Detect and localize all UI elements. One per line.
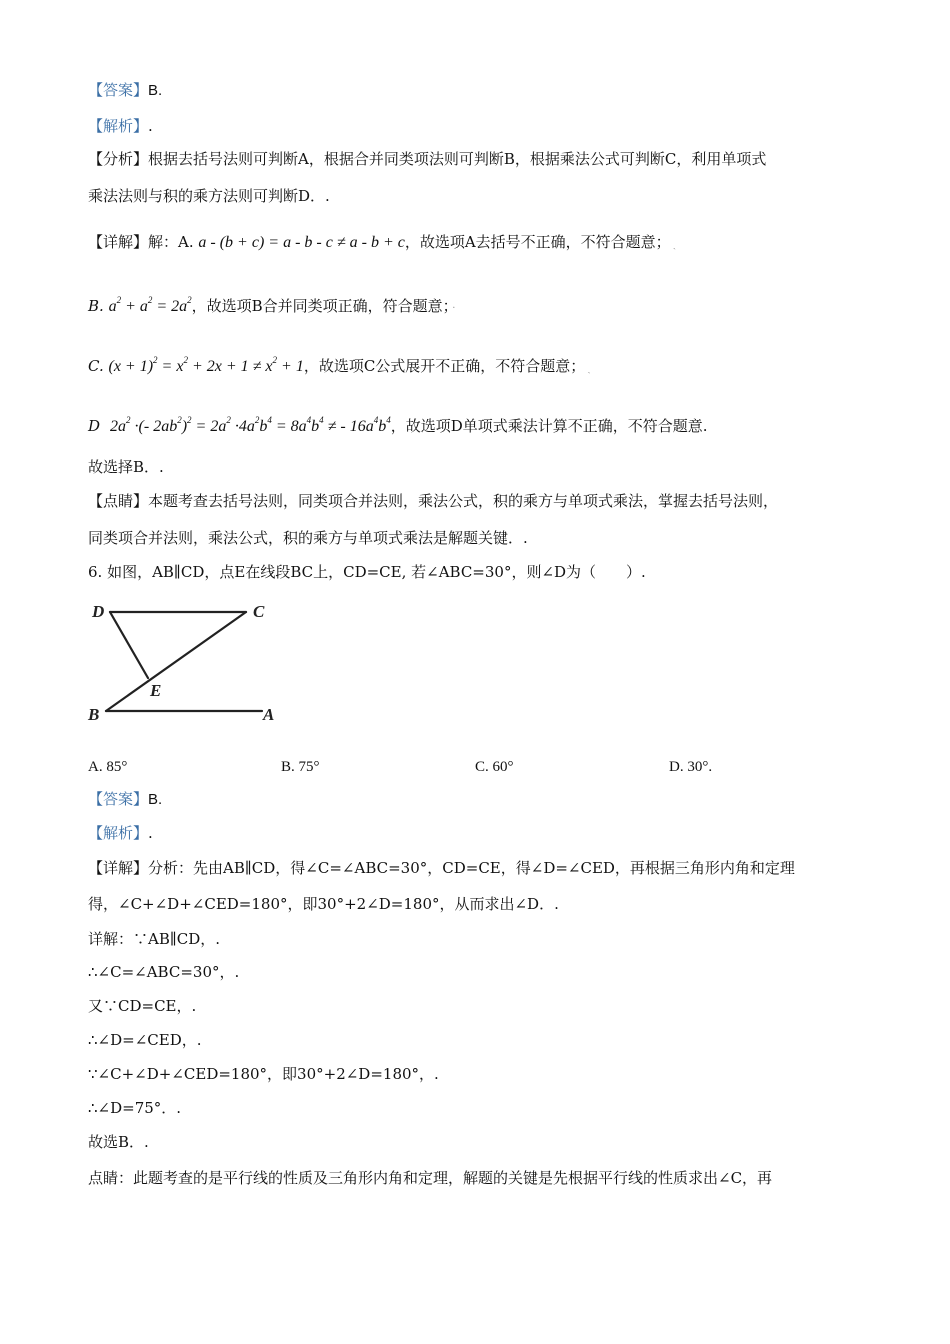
fenxi-line-2 bbox=[88, 186, 330, 206]
segment-de bbox=[110, 612, 148, 678]
detail-d-text: ，故选项D单项式乘法计算不正确，不符合题意. bbox=[390, 417, 708, 435]
formula-b: $a^2 + a^2 = 2a^2$ bbox=[108, 295, 192, 315]
detail-line-a: 【详解】解：A. a - (b + c) = a - b - c ≠ a - b + c，故选项A去括号不正确，不符合题意； ˎ bbox=[88, 233, 677, 251]
fenxi-text-1: 根据去括号法则可判断A，根据合并同类项法则可判断B，根据乘法公式可判断C，利用单项式 bbox=[148, 150, 767, 168]
detail-prefix: 解：A. bbox=[148, 233, 199, 251]
segment-cb bbox=[106, 612, 246, 711]
detail2-text-1: 分析：先由AB∥CD，得∠C=∠ABC=30°，CD=CE，得∠D=∠CED，再根据三角形内角和定理 bbox=[148, 859, 795, 877]
analysis-tag-2: 【解析】 bbox=[88, 824, 149, 842]
detail-line-b: B. $a^2 + a^2 = 2a^2$，故选项B合并同类项正确，符合题意； · bbox=[88, 295, 456, 315]
dianjing-line-1 bbox=[88, 491, 778, 511]
detail-c-text: ，故选项C公式展开不正确，不符合题意； bbox=[303, 357, 586, 375]
formula-a: a - (b + c) = a - b - c ≠ a - b + c bbox=[198, 234, 405, 251]
detail-line-d bbox=[88, 410, 708, 437]
option-a: A. 85° bbox=[88, 759, 128, 775]
formula-d: $2a^2$ ·(- $2ab^2)^2 = 2a^2 \cdot 4a^2b^4 = 8a^4b^4$ ≠ - $16a^4b^4$ bbox=[110, 415, 391, 435]
fenxi-tag: 【分析】 bbox=[88, 150, 149, 168]
geometry-figure bbox=[86, 598, 301, 728]
step-2: ∴∠C=∠ABC=30°，. bbox=[88, 963, 240, 981]
formula-c: $(x + 1)^2 = x^2 + 2x + 1 \ne x^2 + 1$ bbox=[108, 355, 304, 375]
option-d: D. 30°. bbox=[669, 759, 713, 775]
step-3: 又∵CD=CE，. bbox=[88, 997, 197, 1015]
detail-c-label: C. bbox=[88, 357, 109, 375]
label-e: E bbox=[150, 681, 162, 700]
analysis-line-2 bbox=[88, 823, 153, 843]
detail2-line-1 bbox=[88, 858, 795, 878]
step-1: 详解：∵AB∥CD，. bbox=[88, 930, 221, 948]
step-6: ∴∠D=75°．. bbox=[88, 1099, 182, 1117]
analysis-tail: . bbox=[148, 117, 153, 135]
answer-line-2 bbox=[88, 789, 162, 810]
detail-d-label: D bbox=[88, 417, 101, 435]
detail2-text-2: 得，∠C+∠D+∠CED=180°，即30°+2∠D=180°，从而求出∠D．. bbox=[88, 895, 559, 913]
label-d: D bbox=[92, 602, 105, 621]
option-c: C. 60° bbox=[475, 759, 514, 775]
answer-line-1 bbox=[88, 80, 162, 101]
analysis-tail-2: . bbox=[148, 824, 153, 842]
detail-tag: 【详解】 bbox=[88, 233, 149, 251]
pointer-line: 点睛：此题考查的是平行线的性质及三角形内角和定理，解题的关键是先根据平行线的性质求出∠C，再 bbox=[88, 1169, 773, 1187]
dianjing-tag: 【点睛】 bbox=[88, 492, 149, 510]
answer-value-2: B. bbox=[148, 791, 163, 808]
detail-a-text: ，故选项A去括号不正确，不符合题意； bbox=[404, 233, 671, 251]
label-c: C bbox=[253, 602, 265, 621]
answer-tag: 【答案】 bbox=[88, 81, 149, 99]
option-b: B. 75° bbox=[281, 759, 320, 775]
dianjing-line-2 bbox=[88, 528, 528, 548]
question-6-text: 6. 如图，AB∥CD，点E在线段BC上，CD=CE, 若∠ABC=30°，则∠D为（ ）. bbox=[88, 563, 646, 581]
question-6 bbox=[88, 562, 646, 582]
dianjing-text-2: 同类项合并法则，乘法公式，积的乘方与单项式乘法是解题关键．. bbox=[88, 529, 528, 547]
fenxi-text-2: 乘法法则与积的乘方法则可判断D．. bbox=[88, 187, 330, 205]
detail2-tag: 【详解】 bbox=[88, 859, 149, 877]
label-a: A bbox=[263, 705, 275, 724]
label-b: B bbox=[88, 705, 100, 724]
step-7: 故选B．. bbox=[88, 1133, 149, 1151]
detail-b-text: ，故选项B合并同类项正确，符合题意； bbox=[191, 297, 451, 315]
step-4: ∴∠D=∠CED，. bbox=[88, 1031, 202, 1049]
detail2-line-2 bbox=[88, 894, 559, 914]
dianjing-text-1: 本题考查去括号法则，同类项合并法则，乘法公式，积的乘方与单项式乘法，掌握去括号法则， bbox=[148, 492, 779, 510]
answer-value: B. bbox=[148, 82, 163, 99]
fenxi-line-1 bbox=[88, 149, 766, 169]
answer-tag-2: 【答案】 bbox=[88, 790, 149, 808]
choose-line bbox=[88, 457, 164, 477]
analysis-line-1 bbox=[88, 116, 153, 136]
detail-line-c: C. $(x + 1)^2 = x^2 + 2x + 1 \ne x^2 + 1$，故选项C公式展开不正确，不符合题意； ˎ bbox=[88, 355, 591, 375]
detail-b-label: B. bbox=[88, 297, 109, 315]
choose-text: 故选择B．. bbox=[88, 458, 164, 476]
analysis-tag: 【解析】 bbox=[88, 117, 149, 135]
step-5: ∵∠C+∠D+∠CED=180°，即30°+2∠D=180°，. bbox=[88, 1065, 439, 1083]
